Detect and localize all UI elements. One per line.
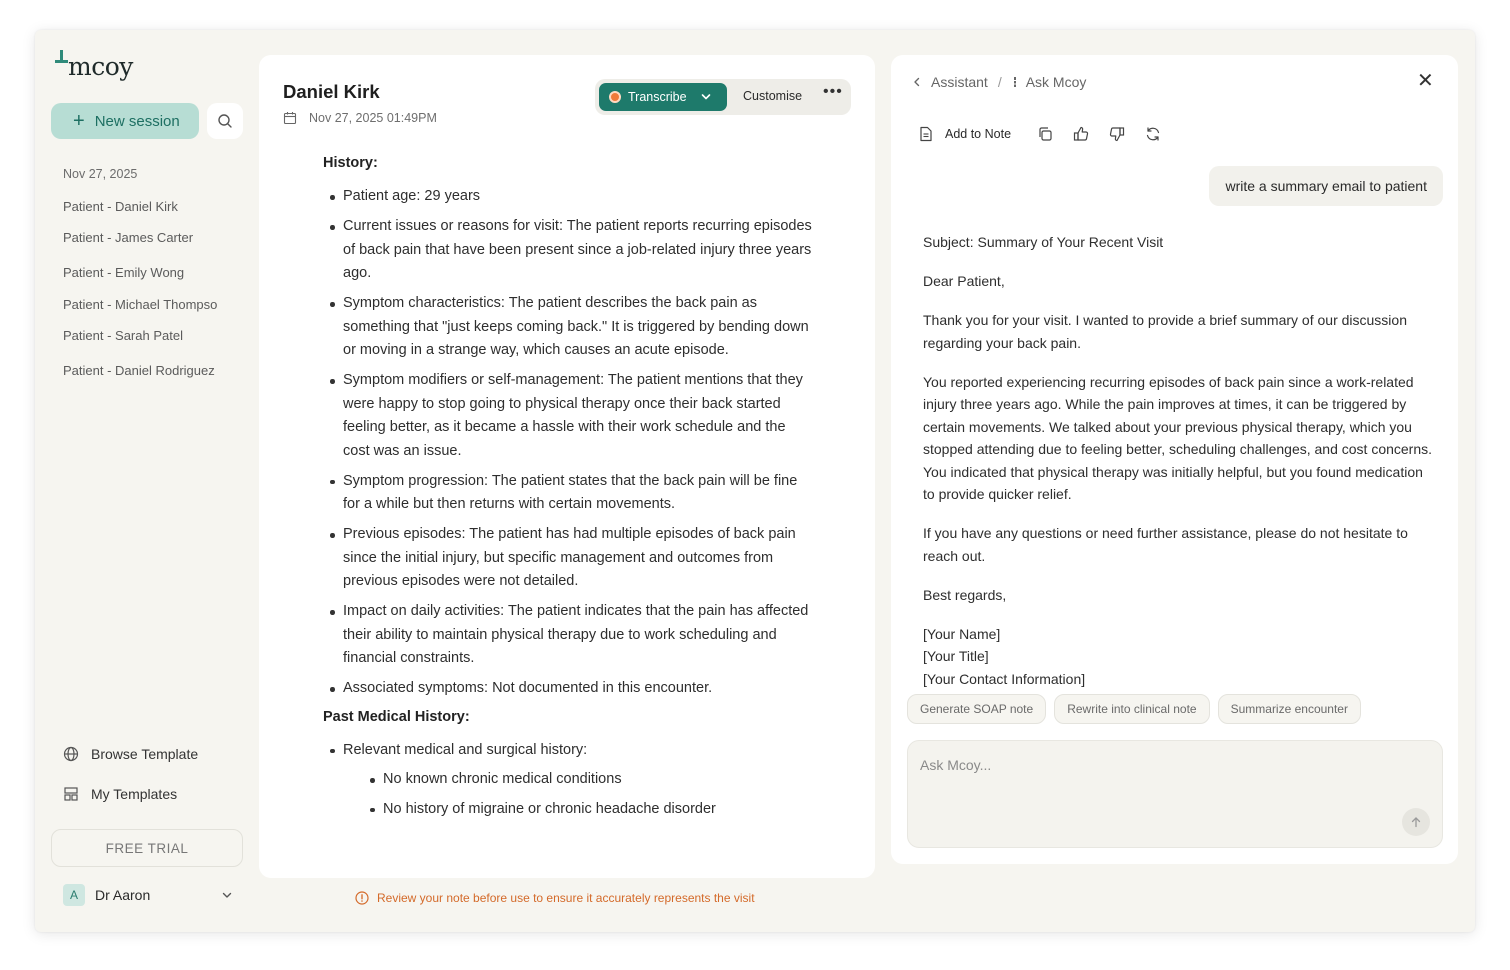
- reply-signature-title: [Your Title]: [923, 648, 989, 664]
- list-item: [323, 739, 813, 822]
- note-content: [323, 155, 813, 828]
- breadcrumb-parent[interactable]: Assistant: [931, 74, 988, 90]
- chevron-down-icon: [700, 91, 712, 103]
- plus-icon: +: [73, 110, 85, 132]
- calendar-icon: [283, 111, 297, 125]
- ask-input[interactable]: [920, 753, 1390, 777]
- my-templates-label: My Templates: [91, 786, 178, 802]
- reply-paragraph: If you have any questions or need further assistance, please do not hesitate to reach out.: [923, 525, 1408, 564]
- logo-mark: [55, 50, 67, 74]
- breadcrumb: [911, 74, 1086, 90]
- reply-signature-name: [Your Name]: [923, 625, 1001, 642]
- list-item: No known chronic medical conditions: [363, 768, 813, 792]
- sidebar: [35, 30, 259, 932]
- session-item[interactable]: Patient - Michael Thompso: [63, 297, 218, 312]
- chip-rewrite-clinical[interactable]: Rewrite into clinical note: [1054, 694, 1209, 724]
- thumbs-down-button[interactable]: [1107, 124, 1127, 144]
- my-templates-link[interactable]: [63, 786, 177, 802]
- globe-icon: [63, 746, 79, 762]
- list-item: Current issues or reasons for visit: The patient reports recurring episodes of back pain that have been present since a job-related injury three years ago.: [323, 215, 813, 286]
- close-icon[interactable]: ✕: [1417, 70, 1434, 92]
- note-datetime: [283, 111, 437, 125]
- thumbs-up-button[interactable]: [1071, 124, 1091, 144]
- reply-paragraph: You reported experiencing recurring episodes of back pain since a work-related injury three years ago. While the pain improves at times, it can be triggered by certain movements. We talked about your previous physical therapy, which you stopped attending due to feeling better, scheduling challenges, and cost concerns. You indicated that physical therapy was initially helpful, but you found medication to provide quicker relief.: [923, 373, 1433, 502]
- customise-button[interactable]: Customise: [743, 89, 803, 103]
- note-panel: [259, 55, 875, 878]
- list-item: Impact on daily activities: The patient indicates that the pain has affected their ability to maintain physical therapy due to work scheduling and financial constraints.: [323, 600, 813, 671]
- session-item[interactable]: Patient - Emily Wong: [63, 265, 185, 280]
- brand-name: mcoy: [68, 52, 133, 81]
- note-toolbar: [595, 79, 851, 115]
- copy-button[interactable]: [1035, 124, 1055, 144]
- breadcrumb-current: Ask Mcoy: [1025, 74, 1087, 90]
- assistant-actions: [919, 124, 1179, 144]
- pmh-item-text: Relevant medical and surgical history:: [343, 741, 588, 758]
- transcribe-button[interactable]: [599, 83, 727, 111]
- warning-text: Review your note before use to ensure it accurately represents the visit: [377, 891, 755, 905]
- session-item[interactable]: Patient - James Carter: [63, 230, 194, 245]
- session-item[interactable]: Patient - Daniel Rodriguez: [63, 363, 215, 378]
- copy-icon: [1037, 126, 1053, 142]
- regenerate-button[interactable]: [1143, 124, 1163, 144]
- list-item: Associated symptoms: Not documented in this encounter.: [323, 677, 813, 701]
- user-name: Dr Aaron: [95, 887, 151, 903]
- breadcrumb-separator: /: [997, 74, 1002, 90]
- chip-generate-soap[interactable]: Generate SOAP note: [907, 694, 1046, 724]
- thumbs-down-icon: [1109, 126, 1125, 142]
- thumbs-up-icon: [1073, 126, 1089, 142]
- session-date-group: Nov 27, 2025: [63, 167, 138, 181]
- user-message: write a summary email to patient: [1209, 166, 1443, 206]
- reply-paragraph: Thank you for your visit. I wanted to provide a brief summary of our discussion regarding your back pain.: [923, 312, 1407, 351]
- review-warning: [355, 891, 755, 905]
- note-date-text: Nov 27, 2025 01:49PM: [309, 111, 437, 125]
- session-item[interactable]: Patient - Daniel Kirk: [63, 199, 178, 214]
- suggestion-chips: [907, 694, 1361, 724]
- reply-greeting: Dear Patient,: [923, 273, 1005, 289]
- list-item: No history of migraine or chronic headache disorder: [363, 798, 813, 822]
- reply-closing: Best regards,: [923, 586, 1007, 603]
- chevron-down-icon: [221, 889, 233, 901]
- template-icon: [63, 786, 79, 802]
- warning-icon: [355, 891, 369, 905]
- more-options-button[interactable]: •••: [823, 83, 843, 100]
- reply-subject: Subject: Summary of Your Recent Visit: [923, 234, 1164, 250]
- search-icon: [217, 113, 233, 129]
- pmh-heading: Past Medical History:: [323, 708, 470, 725]
- mcoy-icon: [1012, 76, 1018, 88]
- pmh-sublist: [363, 768, 813, 821]
- browse-template-label: Browse Template: [91, 746, 199, 762]
- assistant-reply: [923, 231, 1435, 687]
- chip-summarize[interactable]: Summarize encounter: [1218, 694, 1361, 724]
- add-to-note-button[interactable]: [919, 126, 1011, 142]
- send-button[interactable]: [1402, 808, 1430, 836]
- user-menu[interactable]: [63, 883, 233, 907]
- free-trial-button[interactable]: FREE TRIAL: [51, 829, 243, 867]
- arrow-up-icon: [1410, 816, 1422, 828]
- list-item: Symptom modifiers or self-management: The patient mentions that they were happy to stop going to physical therapy once their back started feeling better, as it became a hassle with their work schedule and the cost was an issue.: [323, 369, 813, 463]
- ask-box: [907, 740, 1443, 848]
- new-session-button[interactable]: [51, 103, 199, 139]
- document-icon: [919, 126, 933, 142]
- chevron-left-icon[interactable]: [911, 76, 923, 88]
- list-item: Previous episodes: The patient has had multiple episodes of back pain since the initial injury, but specific management and outcomes from previous episodes were not detailed.: [323, 523, 813, 594]
- new-session-label: New session: [94, 112, 180, 130]
- history-list: [323, 185, 813, 701]
- assistant-panel: [891, 55, 1458, 864]
- pmh-list: [323, 739, 813, 822]
- list-item: Symptom characteristics: The patient describes the back pain as something that "just keeps coming back." It is triggered by bending down or moving in a strange way, which causes an acute episode.: [323, 292, 813, 363]
- refresh-icon: [1145, 126, 1161, 142]
- transcribe-label: Transcribe: [628, 90, 687, 104]
- session-item[interactable]: Patient - Sarah Patel: [63, 328, 183, 343]
- reply-signature-contact: [Your Contact Information]: [923, 670, 1086, 687]
- app-window: [35, 30, 1475, 932]
- add-to-note-label: Add to Note: [945, 127, 1012, 141]
- brand-logo: [55, 50, 135, 86]
- record-icon: [609, 91, 621, 103]
- search-button[interactable]: [207, 103, 243, 139]
- avatar: A: [63, 884, 85, 906]
- history-heading: History:: [323, 155, 378, 171]
- browse-template-link[interactable]: [63, 746, 198, 762]
- patient-name: Daniel Kirk: [283, 81, 380, 102]
- list-item: Symptom progression: The patient states that the back pain will be fine for a while but then returns with certain movements.: [323, 470, 813, 517]
- list-item: Patient age: 29 years: [323, 185, 813, 209]
